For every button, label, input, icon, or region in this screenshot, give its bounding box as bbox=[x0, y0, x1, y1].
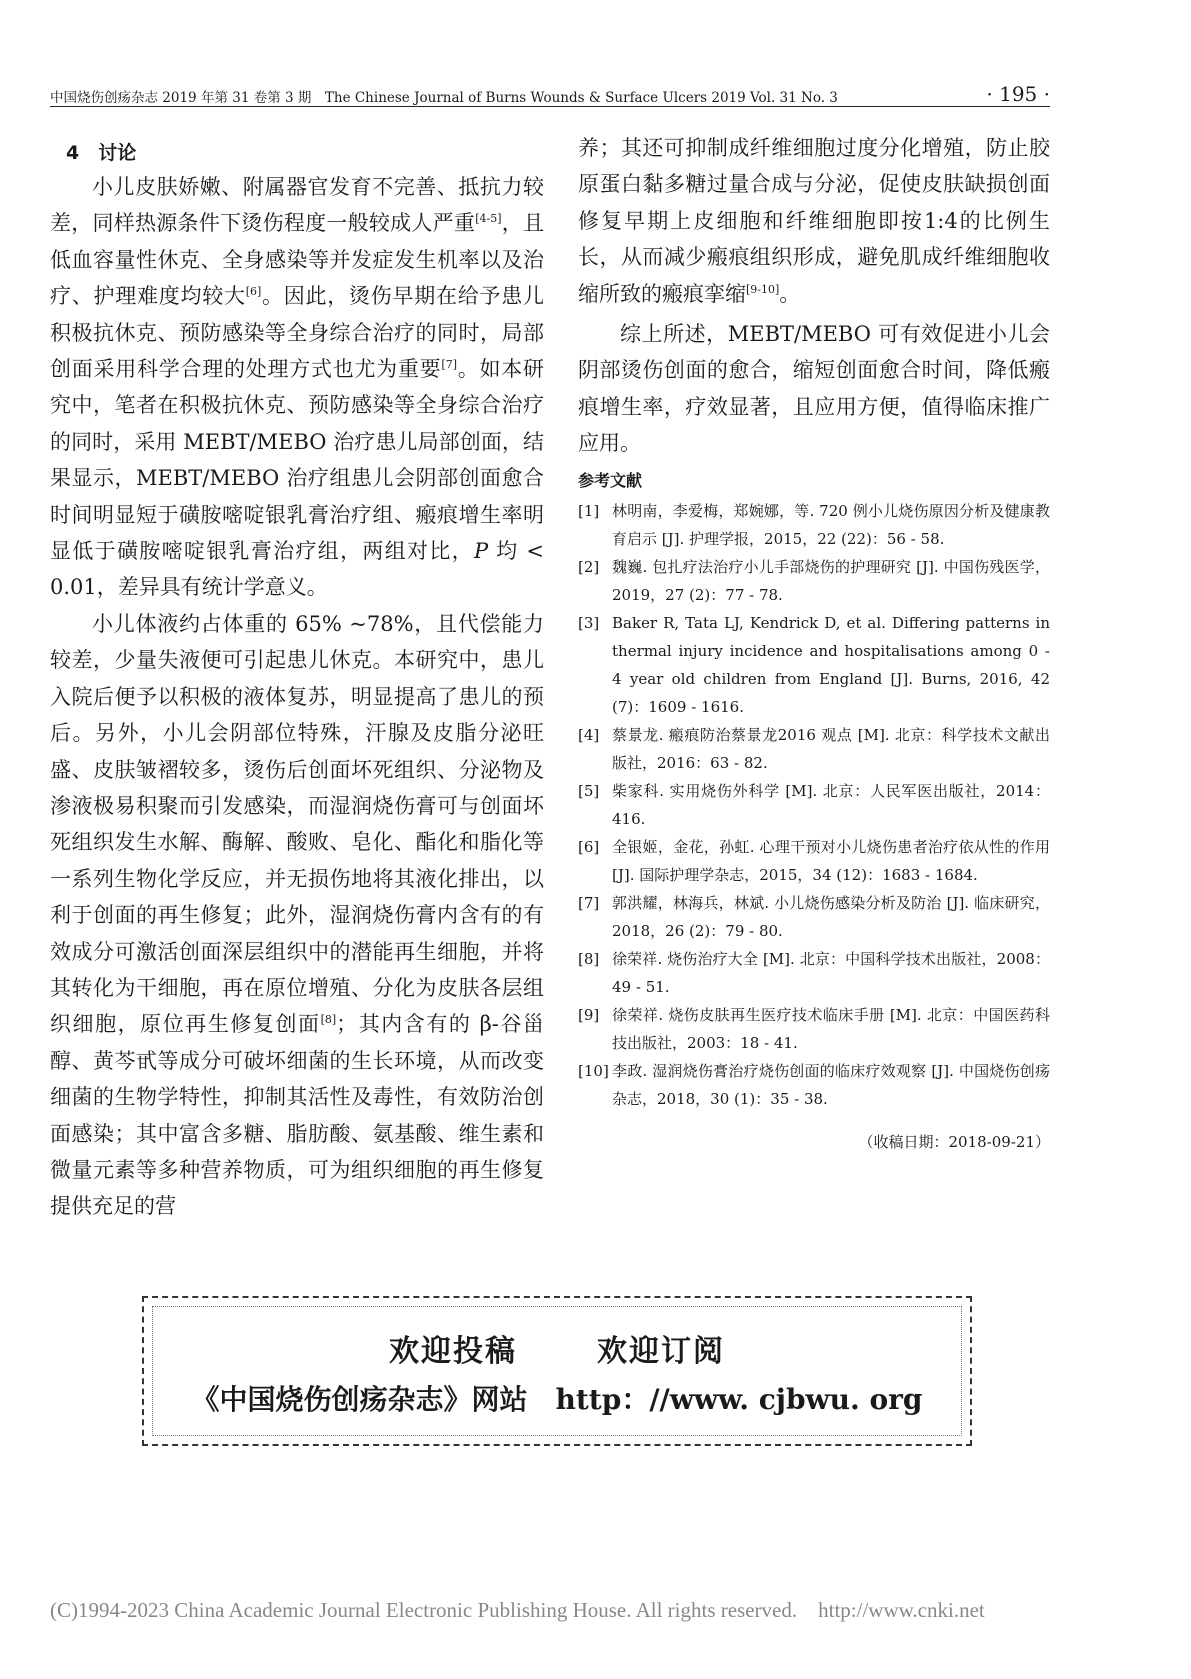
text: 养；其还可抑制成纤维细胞过度分化增殖，防止胶原蛋白黏多糖过量合成与分泌，促使皮肤缺损创面修复早期上皮细胞和纤维细胞即按1:4的比例生长，从而减少瘢痕组织形成，避免肌成纤维细胞收缩所致的瘢痕挛缩 bbox=[578, 136, 1050, 306]
reference-text: 徐荣祥. 烧伤皮肤再生医疗技术临床手册 [M]. 北京：中国医药科技出版社，2003：18 - 41. bbox=[612, 1005, 1050, 1052]
reference-number: [5] bbox=[578, 781, 600, 800]
reference-number: [9] bbox=[578, 1005, 600, 1024]
reference-item bbox=[578, 497, 1050, 553]
welcome-submission: 欢迎投稿 bbox=[389, 1334, 517, 1369]
right-column bbox=[578, 130, 1050, 1152]
banner-website: 《中国烧伤创疡杂志》网站 http：//www. cjbwu. org bbox=[191, 1383, 923, 1416]
received-date: （收稿日期：2018-09-21） bbox=[858, 1132, 1050, 1151]
reference-text: 徐荣祥. 烧伤治疗大全 [M]. 北京：中国科学技术出版社，2008：49 - 51. bbox=[612, 949, 1050, 996]
text: 均 < 0.01，差异具有统计学意义。 bbox=[50, 539, 544, 600]
running-header bbox=[50, 84, 1050, 106]
reference-number: [3] bbox=[578, 613, 600, 632]
paragraph-2-continued bbox=[578, 130, 1050, 312]
left-column bbox=[50, 130, 544, 1225]
reference-number: [7] bbox=[578, 893, 600, 912]
citation: [8] bbox=[320, 1013, 337, 1027]
paragraph-1 bbox=[50, 169, 544, 606]
citation: [7] bbox=[441, 358, 458, 372]
page-number: · 195 · bbox=[986, 82, 1050, 106]
paragraph-3: 综上所述，MEBT/MEBO 可有效促进小儿会阴部烫伤创面的愈合，缩短创面愈合时间，降低瘢痕增生率，疗效显著，且应用方便，值得临床推广应用。 bbox=[578, 322, 1050, 456]
paragraph-2 bbox=[50, 606, 544, 1225]
reference-item bbox=[578, 553, 1050, 609]
reference-text: 郭洪耀，林海兵，林斌. 小儿烧伤感染分析及防治 [J]. 临床研究，2018，26 (2)：79 - 80. bbox=[612, 893, 1050, 940]
citation: [6] bbox=[245, 285, 262, 299]
reference-text: 李政. 湿润烧伤膏治疗烧伤创面的临床疗效观察 [J]. 中国烧伤创疡杂志，2018，30 (1)：35 - 38. bbox=[612, 1061, 1050, 1108]
reference-text: 全银姬，金花，孙虹. 心理干预对小儿烧伤患者治疗依从性的作用 [J]. 国际护理学杂志，2015，34 (12)：1683 - 1684. bbox=[612, 837, 1050, 884]
reference-text: 蔡景龙. 瘢痕防治蔡景龙2016 观点 [M]. 北京：科学技术文献出版社，2016：63 - 82. bbox=[612, 725, 1050, 772]
text: 小儿皮肤娇嫩、附属器官发育不完善、抵抗力较差，同样热源条件下烫伤程度一般较成人严重 bbox=[50, 175, 544, 236]
reference-list bbox=[578, 497, 1050, 1113]
reference-number: [6] bbox=[578, 837, 600, 856]
copyright-footer: (C)1994-2023 China Academic Journal Electronic Publishing House. All rights reserved. http://www.cnki.net bbox=[50, 1598, 985, 1622]
reference-text: 魏巍. 包扎疗法治疗小儿手部烧伤的护理研究 [J]. 中国伤残医学，2019，27 (2)：77 - 78. bbox=[612, 557, 1050, 604]
reference-item bbox=[578, 1057, 1050, 1113]
reference-item bbox=[578, 945, 1050, 1001]
promo-banner bbox=[142, 1296, 972, 1446]
section-heading: 4 讨论 bbox=[66, 142, 137, 164]
citation: [9-10] bbox=[746, 282, 780, 296]
reference-item bbox=[578, 609, 1050, 721]
text: 。因此，烫伤早期在给予患儿积极抗休克、预防感染等全身综合治疗的同时，局部创面采用科学合理的处理方式也尤为重要 bbox=[50, 284, 545, 382]
reference-number: [4] bbox=[578, 725, 600, 744]
reference-text: 林明南，李爱梅，郑婉娜，等. 720 例小儿烧伤原因分析及健康教育启示 [J]. 护理学报，2015，22 (22)：56 - 58. bbox=[612, 501, 1050, 548]
reference-text: Baker R, Tata LJ, Kendrick D, et al. Differing patterns in thermal injury incidence and hospitalisations among 0 - 4 year old children from England [J]. Burns, 2016, 42 (7)：1609 - 1616. bbox=[612, 613, 1050, 716]
journal-header: 中国烧伤创疡杂志 2019 年第 31 卷第 3 期 The Chinese Journal of Burns Wounds & Surface Ulcers 2019 Vol. 31 No. 3 bbox=[50, 90, 838, 106]
header-rule bbox=[50, 106, 1050, 107]
text: 小儿体液约占体重的 65% ~78%，且代偿能力较差，少量失液便可引起患儿休克。本研究中，患儿入院后便予以积极的液体复苏，明显提高了患儿的预后。另外，小儿会阴部位特殊，汗腺及皮脂分泌旺盛、皮肤皱褶较多，烫伤后创面坏死组织、分泌物及渗液极易积聚而引发感染，而湿润烧伤膏可与创面坏死组织发生水解、酶解、酸败、皂化、酯化和脂化等一系列生物化学反应，并无损伤地将其液化排出，以利于创面的再生修复；此外，湿润烧伤膏内含有的有效成分可激活创面深层组织中的潜能再生细胞，并将其转化为干细胞，再在原位增殖、分化为皮肤各层组织细胞，原位再生修复创面 bbox=[50, 611, 544, 1037]
text: 。 bbox=[779, 281, 801, 306]
welcome-subscription: 欢迎订阅 bbox=[597, 1334, 725, 1369]
citation: [4-5] bbox=[475, 212, 502, 226]
text: ；其内含有的 β-谷甾醇、黄芩甙等成分可破坏细菌的生长环境，从而改变细菌的生物学特性，抑制其活性及毒性，有效防治创面感染；其中富含多糖、脂肪酸、氨基酸、维生素和微量元素等多种营养物质，可为组织细胞的再生修复提供充足的营 bbox=[50, 1012, 544, 1219]
text: 。如本研究中，笔者在积极抗休克、预防感染等全身综合治疗的同时，采用 MEBT/MEBO 治疗患儿局部创面，结果显示，MEBT/MEBO 治疗组患儿会阴部创面愈合时间明显短于磺胺嘧啶银乳膏治疗组、瘢痕增生率明显低于磺胺嘧啶银乳膏治疗组，两组对比， bbox=[50, 357, 544, 564]
reference-item bbox=[578, 777, 1050, 833]
references-heading: 参考文献 bbox=[578, 470, 643, 490]
reference-number: [8] bbox=[578, 949, 600, 968]
reference-item bbox=[578, 833, 1050, 889]
banner-slogan bbox=[144, 1326, 970, 1370]
p-symbol: P bbox=[473, 539, 489, 564]
text: ，且低血容量性休克、全身感染等并发症发生机率以及治疗、护理难度均较大 bbox=[50, 211, 545, 309]
reference-item bbox=[578, 721, 1050, 777]
reference-number: [1] bbox=[578, 501, 600, 520]
reference-number: [2] bbox=[578, 557, 600, 576]
reference-item bbox=[578, 889, 1050, 945]
reference-item bbox=[578, 1001, 1050, 1057]
reference-text: 柴家科. 实用烧伤外科学 [M]. 北京：人民军医出版社，2014：416. bbox=[612, 781, 1050, 828]
reference-number: [10] bbox=[578, 1061, 609, 1080]
